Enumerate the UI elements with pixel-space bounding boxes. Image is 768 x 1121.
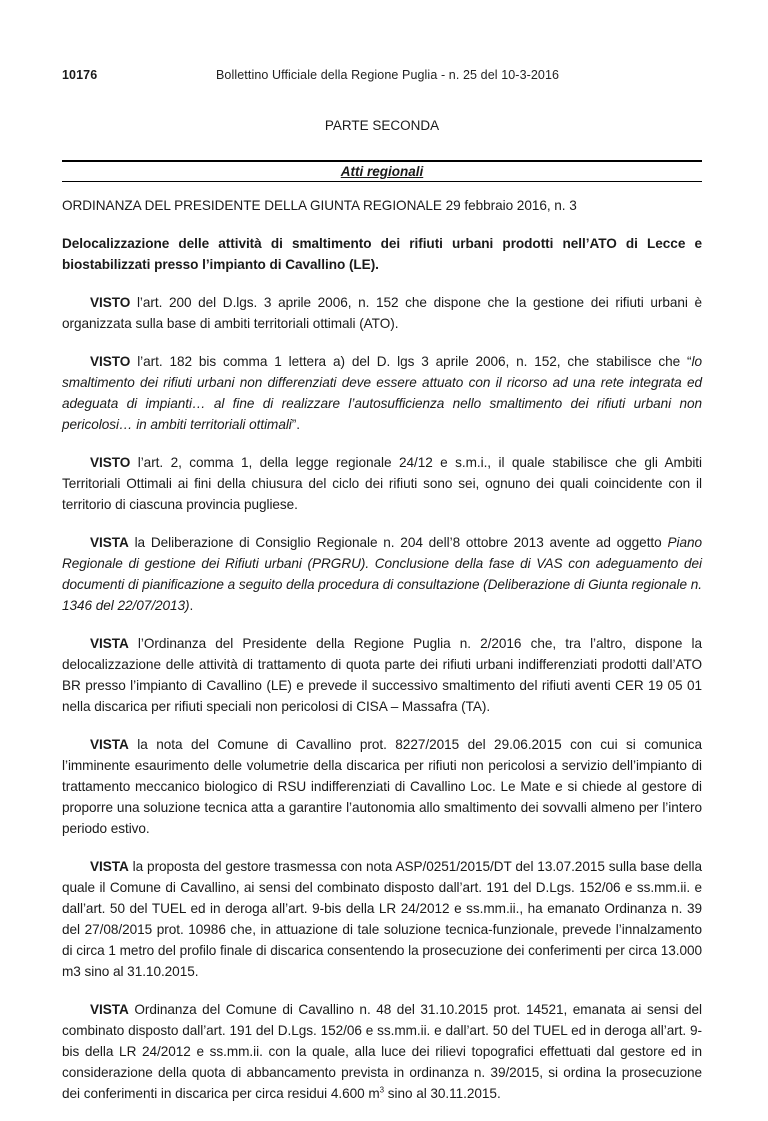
paragraph-lead: VISTA: [90, 859, 129, 874]
section-title: PARTE SECONDA: [324, 118, 440, 133]
page-number: 10176: [62, 68, 98, 82]
paragraph-tail: sino al 30.11.2015.: [384, 1086, 501, 1101]
paragraph-lead: VISTA: [90, 636, 129, 651]
paragraph: [62, 351, 702, 435]
ordinance-title: ORDINANZA DEL PRESIDENTE DELLA GIUNTA REGIONALE 29 febbraio 2016, n. 3: [62, 198, 577, 213]
paragraph: [62, 856, 702, 982]
divider-bottom: [62, 181, 702, 182]
paragraph-lead: VISTA: [90, 1002, 129, 1017]
paragraph-lead: VISTA: [90, 535, 129, 550]
document-body: [62, 195, 702, 1121]
paragraph: [62, 292, 702, 334]
paragraph: [62, 452, 702, 515]
paragraph-text: la proposta del gestore trasmessa con nota ASP/0251/2015/DT del 13.07.2015 sulla base della quale il Comune di Cavallino, ai sensi del combinato disposto dall’art. 191 del D.Lgs. 152/06 e ss.mm.ii. e dall’art. 50 del TUEL ed in deroga all’art. 9-bis della LR 24/2012 e ss.mm.ii., ha emanato Ordinanza n. 39 del 27/08/2015 prot. 10986 che, in attuazione di tale soluzione tecnica-funzionale, prevede l’innalzamento di circa 1 metro del profilo finale di discarica consentendo la prosecuzione dei conferimenti per circa 13.000 m3 sino al 31.10.2015.: [62, 859, 702, 979]
paragraph-text: l’art. 200 del D.lgs. 3 aprile 2006, n. 152 che dispone che la gestione dei rifiuti urbani è organizzata sulla base di ambiti territoriali ottimali (ATO).: [62, 295, 702, 331]
ordinance-subject: Delocalizzazione delle attività di smaltimento dei rifiuti urbani prodotti nell’ATO di Lecce e biostabilizzati presso l’impianto di Cavallino (LE).: [62, 236, 702, 272]
divider-top: [62, 160, 702, 162]
paragraph-text: l’art. 182 bis comma 1 lettera a) del D. lgs 3 aprile 2006, n. 152, che stabilisce che “: [130, 354, 692, 369]
paragraph-text: la nota del Comune di Cavallino prot. 8227/2015 del 29.06.2015 con cui si comunica l’imminente esaurimento delle volumetrie della discarica per rifiuti non pericolosi a servizio dell’impianto di trattamento meccanico biologico di RSU indifferenziati di Cavallino Loc. Le Mate e si chiede al gestore di proporre una soluzione tecnica atta a garantire l’autonomia allo smaltimento dei sovvalli almeno per l’intero periodo estivo.: [62, 737, 702, 836]
paragraph-lead: VISTO: [90, 295, 131, 310]
bulletin-title: Bollettino Ufficiale della Regione Puglia - n. 25 del 10-3-2016: [216, 68, 560, 82]
paragraph: [62, 532, 702, 616]
paragraph-quote: lo smaltimento dei rifiuti urbani non differenziati deve essere attuato con il ricorso ad una rete integrata ed adeguata di impianti… al fine di realizzare l’autosufficienza nello smaltimento dei rifiuti urbani non pericolosi… in ambiti territoriali ottimali: [62, 354, 702, 432]
paragraph-text: l’Ordinanza del Presidente della Regione Puglia n. 2/2016 che, tra l’altro, dispone la delocalizzazione delle attività di trattamento di quota parte dei rifiuti urbani indifferenziati prodotti dall’ATO BR presso l’impianto di Cavallino (LE) e prevede il successivo smaltimento del rifiuti aventi CER 19 05 01 nella discarica per rifiuti speciali non pericolosi di CISA – Massafra (TA).: [62, 636, 702, 714]
paragraph-quote: Piano Regionale di gestione dei Rifiuti urbani (PRGRU). Conclusione della fase di VAS con adeguamento dei documenti di pianificazione a seguito della procedura di consultazione (Deliberazione di Giunta regionale n. 1346 del 22/07/2013): [62, 535, 702, 613]
paragraph-text: Ordinanza del Comune di Cavallino n. 48 del 31.10.2015 prot. 14521, emanata ai sensi del combinato disposto dall’art. 191 del D.Lgs. 152/06 e ss.mm.ii. e dall’art. 50 del TUEL ed in deroga all’art. 9-bis della LR 24/2012 e ss.mm.ii. con la quale, alla luce dei rilievi topografici effettuati dal gestore ed in considerazione della quota di abbancamento prevista in ordinanza n. 39/2015, si ordina la prosecuzione dei conferimenti in discarica per circa residui 4.600 m: [62, 1002, 702, 1101]
paragraph-lead: VISTO: [90, 354, 131, 369]
paragraph-lead: VISTO: [90, 455, 131, 470]
paragraph: [62, 734, 702, 839]
superscript: 3: [379, 1085, 385, 1095]
paragraph: [62, 999, 702, 1104]
acts-heading: Atti regionali: [340, 164, 424, 179]
paragraph-text: l’art. 2, comma 1, della legge regionale 24/12 e s.m.i., il quale stabilisce che gli Ambiti Territoriali Ottimali ai fini della chiusura del ciclo dei rifiuti sono sei, ognuno dei quali coincidente con il territorio di ciascuna provincia pugliese.: [62, 455, 702, 512]
paragraph-tail: ”.: [291, 417, 300, 432]
paragraph-tail: .: [189, 598, 194, 613]
paragraph-lead: VISTA: [90, 737, 129, 752]
paragraph-text: la Deliberazione di Consiglio Regionale n. 204 dell’8 ottobre 2013 avente ad oggetto: [128, 535, 668, 550]
paragraph: [62, 633, 702, 717]
page-header: [62, 68, 702, 88]
